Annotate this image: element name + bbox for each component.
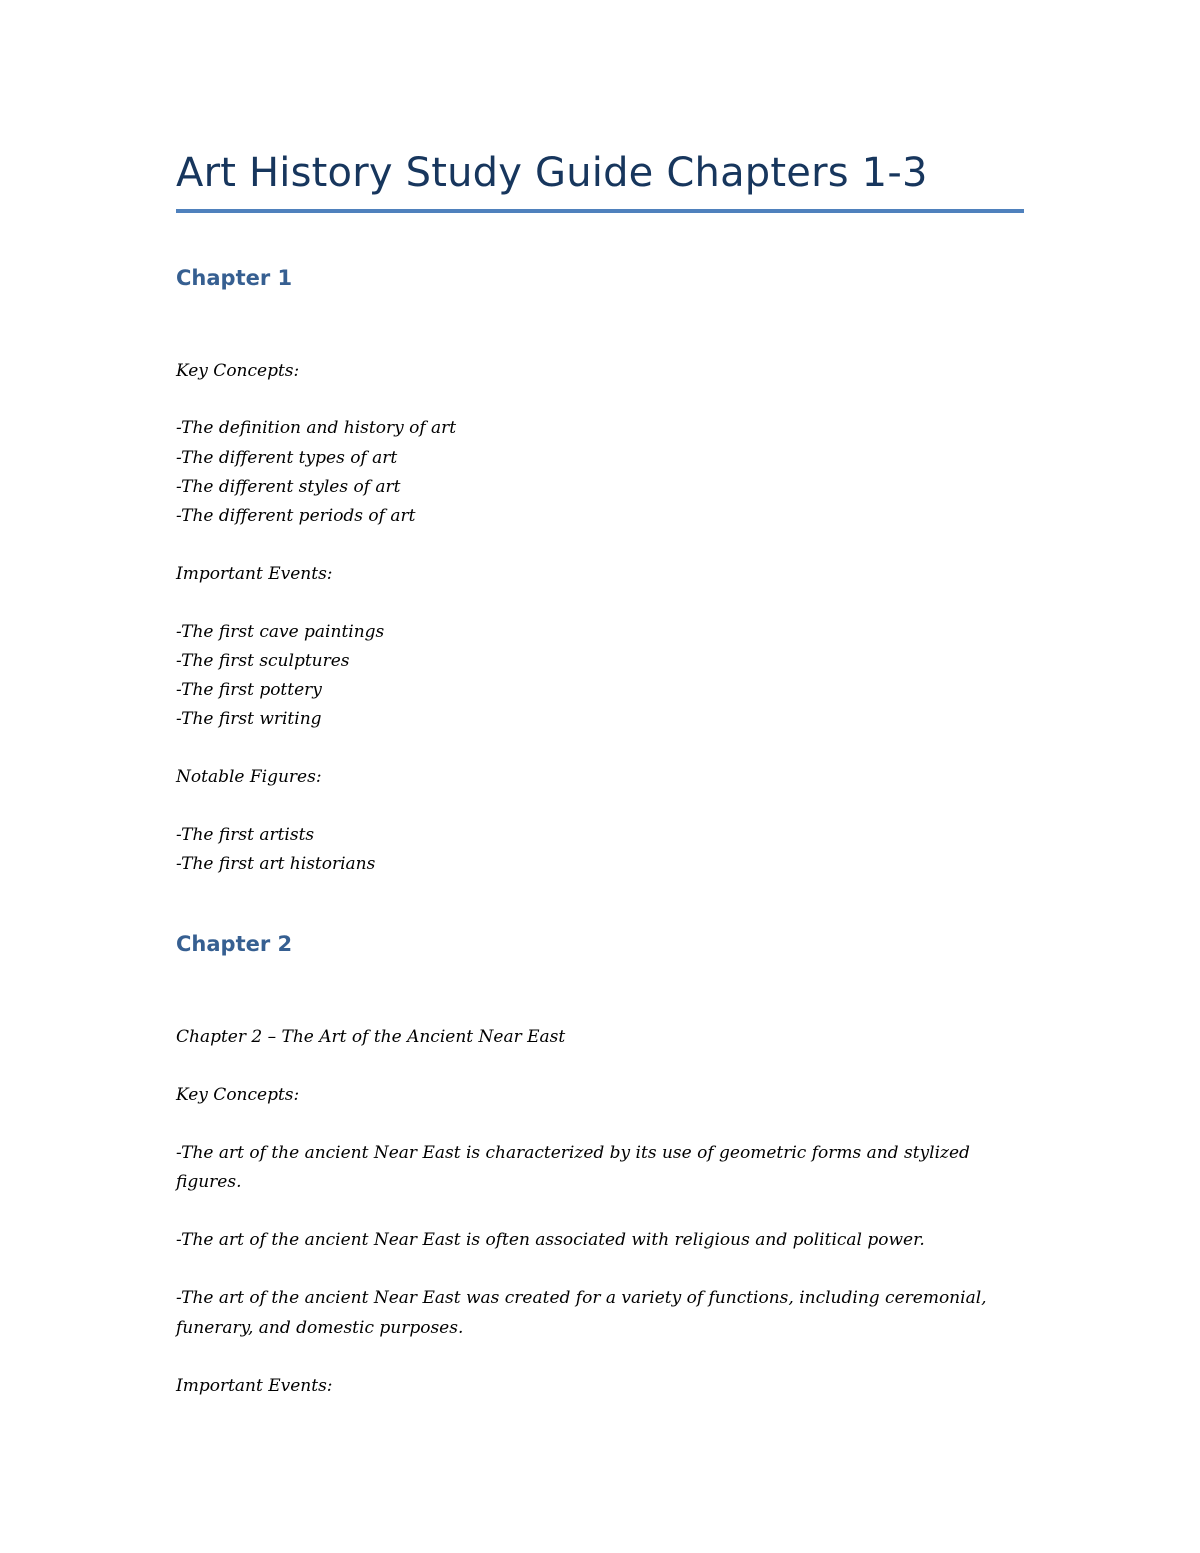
chapter-2-concept-line: funerary, and domestic purposes. [176, 1318, 464, 1338]
chapter-1-figure-item: -The first artists [176, 825, 315, 845]
chapter-1-event-item: -The first sculptures [176, 651, 350, 671]
chapter-2-concept-line: -The art of the ancient Near East is characterized by its use of geometric forms and stylized [176, 1143, 970, 1163]
chapter-1-key-concepts-label: Key Concepts: [176, 361, 300, 381]
chapter-2-concept-line: -The art of the ancient Near East was created for a variety of functions, including ceremonial, [176, 1288, 987, 1308]
title-underline-rule [176, 209, 1024, 213]
chapter-2-concept-line: figures. [176, 1172, 242, 1192]
chapter-1-key-concept-item: -The definition and history of art [176, 418, 457, 438]
chapter-1-figure-item: -The first art historians [176, 854, 376, 874]
chapter-2-important-events-label: Important Events: [176, 1376, 333, 1396]
chapter-1-important-events-label: Important Events: [176, 564, 333, 584]
chapter-1-event-item: -The first pottery [176, 680, 322, 700]
chapter-1-notable-figures-label: Notable Figures: [176, 767, 322, 787]
chapter-1-event-item: -The first cave paintings [176, 622, 385, 642]
chapter-1-key-concept-item: -The different types of art [176, 448, 398, 468]
chapter-1-heading: Chapter 1 [176, 266, 293, 290]
chapter-2-subtitle: Chapter 2 – The Art of the Ancient Near East [176, 1027, 566, 1047]
chapter-1-key-concept-item: -The different styles of art [176, 477, 401, 497]
chapter-2-concept-line: -The art of the ancient Near East is often associated with religious and political power. [176, 1230, 925, 1250]
document-title: Art History Study Guide Chapters 1-3 [176, 150, 928, 196]
chapter-1-key-concept-item: -The different periods of art [176, 506, 416, 526]
chapter-2-heading: Chapter 2 [176, 932, 293, 956]
chapter-2-key-concepts-label: Key Concepts: [176, 1085, 300, 1105]
chapter-1-event-item: -The first writing [176, 709, 322, 729]
